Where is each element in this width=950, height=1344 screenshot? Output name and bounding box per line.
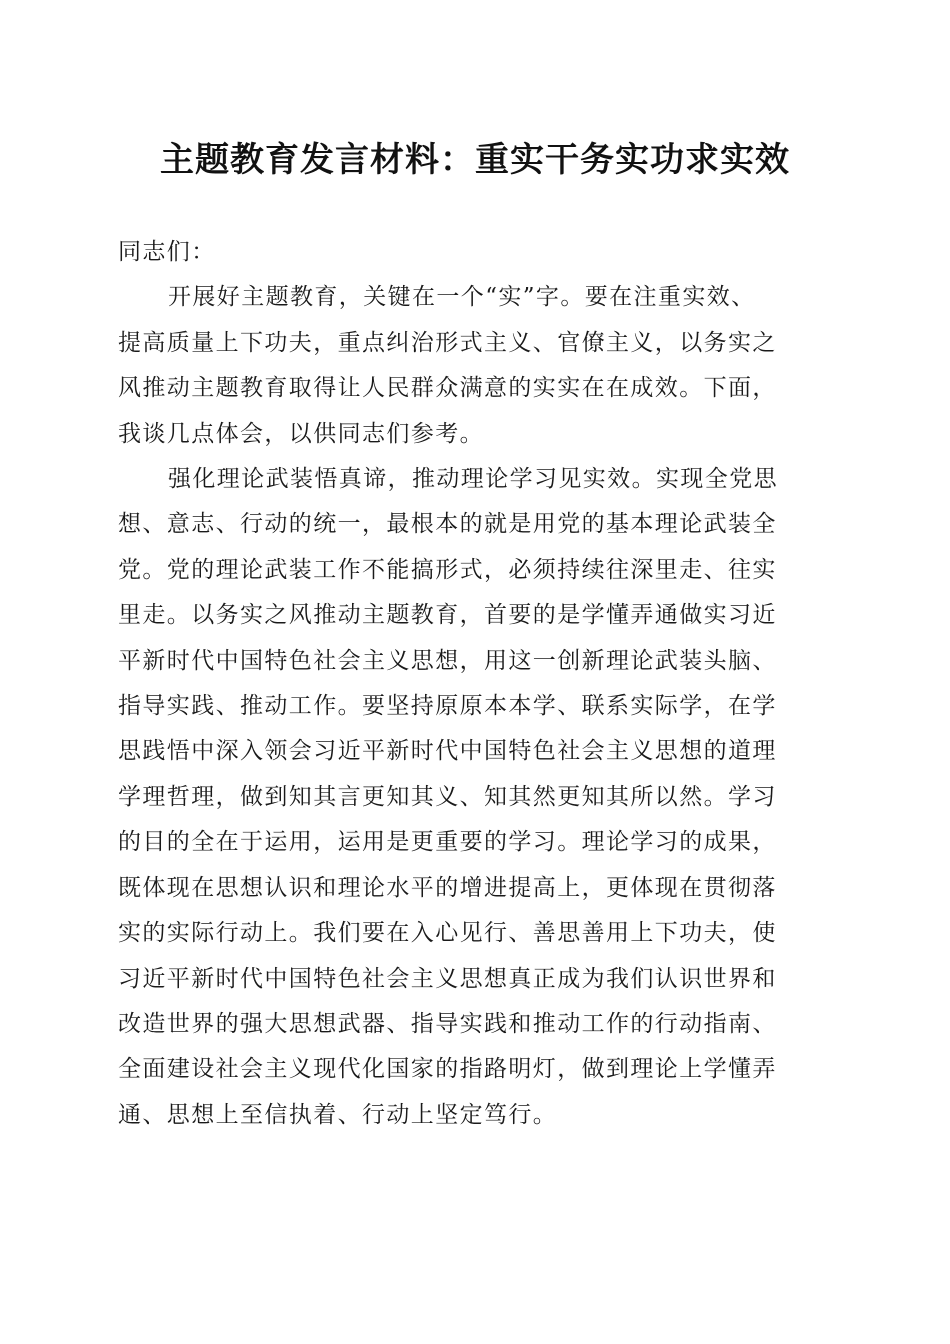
text-line: 提高质量上下功夫，重点纠治形式主义、官僚主义，以务实之 (118, 329, 777, 356)
text-line: 风推动主题教育取得让人民群众满意的实实在在成效。下面， (118, 375, 777, 402)
text-line: 想、意志、行动的统一，最根本的就是用党的基本理论武装全 (118, 511, 777, 538)
text-line: 全面建设社会主义现代化国家的指路明灯，做到理论上学懂弄 (118, 1056, 777, 1083)
text-line: 思践悟中深入领会习近平新时代中国特色社会主义思想的道理 (118, 738, 777, 765)
text-line: 实的实际行动上。我们要在入心见行、善思善用上下功夫，使 (118, 920, 777, 947)
paragraph-theory (118, 457, 822, 1138)
text-line: 的目的全在于运用，运用是更重要的学习。理论学习的成果， (118, 829, 777, 856)
text-line: 党。党的理论武装工作不能搞形式，必须持续往深里走、往实 (118, 556, 777, 583)
text-line: 既体现在思想认识和理论水平的增进提高上，更体现在贯彻落 (118, 874, 777, 901)
text-line: 指导实践、推动工作。要坚持原原本本学、联系实际学，在学 (118, 693, 777, 720)
text-line: 里走。以务实之风推动主题教育，首要的是学懂弄通做实习近 (118, 602, 777, 629)
text-line: 习近平新时代中国特色社会主义思想真正成为我们认识世界和 (118, 965, 777, 992)
text-line: 我谈几点体会，以供同志们参考。 (118, 420, 484, 447)
text-line: 强化理论武装悟真谛，推动理论学习见实效。实现全党思 (168, 466, 778, 493)
text-line: 改造世界的强大思想武器、指导实践和推动工作的行动指南、 (118, 1010, 777, 1037)
document-body (118, 230, 822, 1138)
paragraph-intro (118, 275, 822, 457)
text-line: 开展好主题教育，关键在一个“实”字。要在注重实效、 (168, 284, 756, 311)
text-line: 通、思想上至信执着、行动上坚定笃行。 (118, 1101, 558, 1128)
salutation: 同志们： (118, 239, 216, 265)
document-title: 主题教育发言材料：重实干务实功求实效 (160, 140, 790, 180)
text-line: 平新时代中国特色社会主义思想，用这一创新理论武装头脑、 (118, 647, 777, 674)
text-line: 学理哲理，做到知其言更知其义、知其然更知其所以然。学习 (118, 783, 777, 810)
